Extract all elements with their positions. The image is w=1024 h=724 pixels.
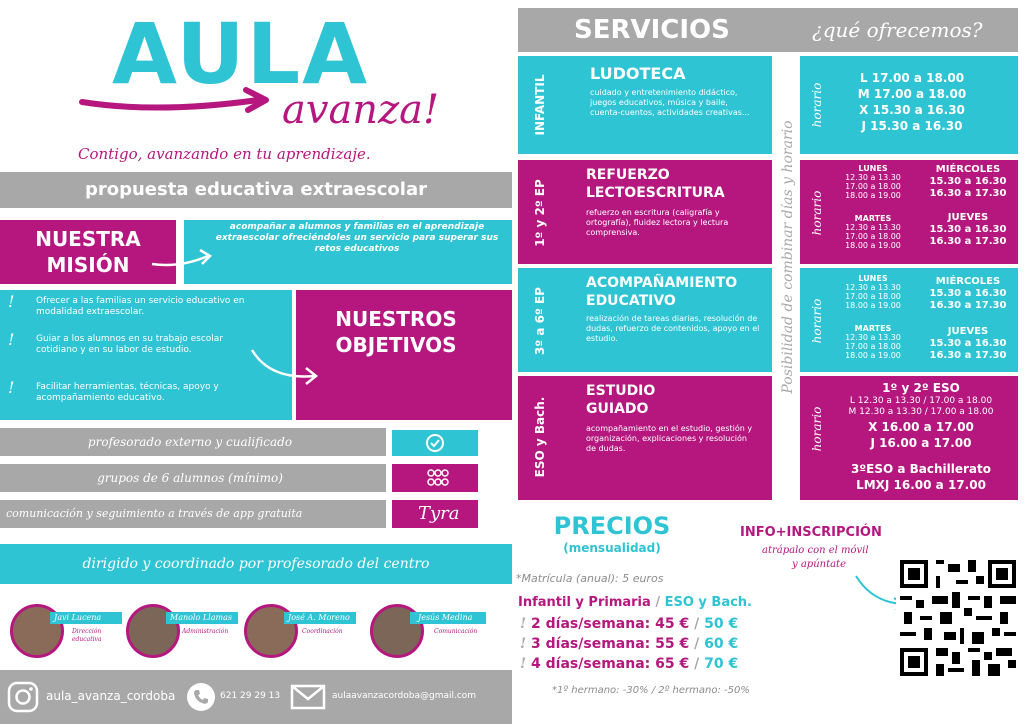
- horario-label-4: horario: [810, 406, 824, 452]
- service-desc-2: refuerzo en escritura (caligrafía y ortografía), fluidez lectora y lectura comprensiva.: [586, 208, 729, 237]
- sched3-martes-slot-3: 18.00 a 19.00: [845, 351, 901, 360]
- sched3-lunes-slot-3: 18.00 a 19.00: [845, 301, 901, 310]
- team-role-2: Administración: [182, 628, 229, 635]
- service-title-4: ESTUDIO GUIADO: [586, 383, 656, 417]
- qr-code-icon[interactable]: [896, 556, 1020, 680]
- logo-aula: AULA: [112, 5, 370, 103]
- mision-title-line-2: MISIÓN: [46, 253, 130, 277]
- dirigido-text: dirigido y coordinado por profesorado del centro: [82, 556, 430, 572]
- precios-title: PRECIOS: [553, 512, 671, 540]
- sched3-miercoles-slot-1: 15.30 a 16.30: [929, 288, 1007, 299]
- sched2-martes-slot-1: 12.30 a 13.30: [845, 223, 901, 232]
- objetivo-text-1: Ofrecer a las familias un servicio educativo en modalidad extraescolar.: [36, 296, 245, 317]
- que-ofrecemos: ¿qué ofrecemos?: [812, 18, 983, 42]
- logo-avanza: avanza!: [282, 87, 440, 133]
- sched4-m: M 12.30 a 13.30 / 17.00 a 18.00: [848, 407, 994, 417]
- tyra-logo: Tyra: [418, 503, 460, 524]
- sched2-lunes-slot-2: 17.00 a 18.00: [845, 182, 901, 191]
- feature-text-2: grupos de 6 alumnos (mínimo): [97, 471, 283, 485]
- sched1-m: M 17.00 a 18.00: [857, 87, 967, 101]
- sched2-miercoles-slot-1: 15.30 a 16.30: [929, 176, 1007, 187]
- price-alt-3: 70 €: [704, 656, 739, 672]
- sched3-jueves-slot-1: 15.30 a 16.30: [929, 338, 1007, 349]
- info-sub-1: atrápalo con el móvil: [762, 545, 869, 556]
- posibilidad-combinar: Posibilidad de combinar días y horario: [780, 120, 796, 394]
- sched2-jueves: JUEVES: [947, 212, 989, 223]
- sched2-jueves-slot-1: 15.30 a 16.30: [929, 224, 1007, 235]
- level-1: INFANTIL: [533, 74, 547, 136]
- sched3-lunes-slot-2: 17.00 a 18.00: [845, 292, 901, 301]
- price-alt-2: 60 €: [704, 636, 739, 652]
- price-row-1: [520, 614, 738, 634]
- servicios-title: SERVICIOS: [574, 15, 730, 45]
- team-member-2: [126, 600, 238, 666]
- level-4: ESO y Bach.: [533, 396, 547, 478]
- arrow-mision-icon: [150, 244, 220, 270]
- service-title-2: REFUERZO LECTOESCRITURA: [586, 167, 725, 201]
- sched3-martes: MARTES: [854, 324, 892, 333]
- price-row-3: [520, 654, 738, 674]
- price-main-2: 3 días/semana: 55 €: [531, 636, 690, 652]
- category-separator: /: [655, 595, 661, 610]
- category-eso: ESO y Bach.: [664, 595, 752, 610]
- team-member-4: [370, 600, 490, 666]
- sched1-j: J 15.30 a 16.30: [861, 119, 963, 133]
- instagram-handle[interactable]: aula_avanza_cordoba: [46, 689, 176, 703]
- sched1-x: X 15.30 a 16.30: [859, 103, 965, 117]
- price-main-1: 2 días/semana: 45 €: [531, 616, 690, 632]
- subtitle: propuesta educativa extraescolar: [84, 179, 427, 200]
- team-member-3: [244, 600, 356, 666]
- group-icon: [424, 466, 452, 490]
- sched2-lunes-slot-3: 18.00 a 19.00: [845, 191, 901, 200]
- sched3-lunes-slot-1: 12.30 a 13.30: [845, 283, 901, 292]
- email-address[interactable]: aulaavanzacordoba@gmail.com: [332, 691, 477, 701]
- team-name-1: Javi Lucena: [54, 613, 102, 622]
- horario-label-1: horario: [810, 82, 824, 128]
- sched2-martes: MARTES: [854, 214, 892, 223]
- sched2-lunes: LUNES: [858, 164, 888, 173]
- sched4-l: L 12.30 a 13.30 / 17.00 a 18.00: [849, 396, 993, 406]
- sched2-lunes-slot-1: 12.30 a 13.30: [845, 173, 901, 182]
- arrow-objetivos-icon: [250, 346, 330, 386]
- sched3-miercoles: MIÉRCOLES: [935, 276, 1001, 287]
- sched4-title: 1º y 2º ESO: [882, 381, 960, 395]
- sched3-jueves: JUEVES: [947, 326, 989, 337]
- objetivo-text-3: Facilitar herramientas, técnicas, apoyo y acompañamiento educativo.: [36, 382, 219, 403]
- mensualidad: (mensualidad): [563, 541, 661, 555]
- sched3-jueves-slot-2: 16.30 a 17.30: [929, 350, 1007, 361]
- feature-text-1: profesorado externo y cualificado: [87, 435, 293, 449]
- price-separator: /: [694, 656, 700, 672]
- team-role-4: Comunicación: [434, 628, 478, 635]
- sched3-martes-slot-2: 17.00 a 18.00: [845, 342, 901, 351]
- feature-text-3: comunicación y seguimiento a través de app gratuita: [6, 507, 303, 520]
- level-3: 3º a 6º EP: [533, 287, 547, 355]
- exclamation-icon: !: [520, 656, 527, 672]
- objetivo-2: [8, 330, 254, 356]
- right-panel: [512, 0, 1024, 724]
- objetivo-text-2: Guiar a los alumnos en su trabajo escolar cotidiano y en su labor de estudio.: [36, 334, 224, 355]
- price-row-2: [520, 634, 738, 654]
- info-title: INFO+INSCRIPCIÓN: [740, 525, 882, 540]
- sched4-bach-title: 3ºESO a Bachillerato: [851, 462, 991, 476]
- mision-title-line-1: NUESTRA: [35, 227, 141, 251]
- price-categories: [518, 594, 752, 612]
- team-section: [0, 594, 512, 668]
- sched3-miercoles-slot-2: 16.30 a 17.30: [929, 300, 1007, 311]
- service-desc-4: acompañamiento en el estudio, gestión y organización, explicaciones y resolución de dudas.: [586, 424, 753, 453]
- phone-number[interactable]: 621 29 29 13: [220, 691, 281, 701]
- service-title-3: ACOMPAÑAMIENTO EDUCATIVO: [586, 275, 738, 309]
- team-member-1: [10, 600, 122, 666]
- sched3-lunes: LUNES: [858, 274, 888, 283]
- sched4-bach: LMXJ 16.00 a 17.00: [856, 478, 986, 492]
- level-2: 1º y 2º EP: [533, 179, 547, 247]
- email-icon[interactable]: [290, 684, 326, 710]
- exclamation-icon: !: [8, 330, 15, 349]
- team-name-4: Jesús Medina: [418, 613, 473, 622]
- sched2-miercoles: MIÉRCOLES: [935, 164, 1001, 175]
- service-desc-3: realización de tareas diarias, resolución de dudas, refuerzo de contenidos, apoyo en el estudio.: [586, 314, 760, 343]
- mision-text: acompañar a alumnos y familias en el aprendizaje extraescolar ofreciéndoles un servicio para superar sus retos educativos: [215, 222, 499, 254]
- exclamation-icon: !: [520, 636, 527, 652]
- price-separator: /: [694, 616, 700, 632]
- tagline: Contigo, avanzando en tu aprendizaje.: [78, 145, 371, 163]
- horario-label-3: horario: [810, 298, 824, 344]
- team-role-1: Dirección educativa: [72, 628, 102, 643]
- sched2-miercoles-slot-2: 16.30 a 17.30: [929, 188, 1007, 199]
- objetivo-3: [8, 378, 278, 404]
- sched4-x: X 16.00 a 17.00: [868, 420, 974, 434]
- badge-icon: [420, 432, 450, 454]
- objetivo-1: [8, 292, 286, 318]
- matricula: *Matrícula (anual): 5 euros: [516, 572, 664, 585]
- exclamation-icon: !: [520, 616, 527, 632]
- sched3-martes-slot-1: 12.30 a 13.30: [845, 333, 901, 342]
- sched4-j: J 16.00 a 17.00: [870, 436, 972, 450]
- sched2-jueves-slot-2: 16.30 a 17.30: [929, 236, 1007, 247]
- objetivos-title-line-2: OBJETIVOS: [335, 333, 457, 357]
- price-alt-1: 50 €: [704, 616, 739, 632]
- category-primaria: Infantil y Primaria: [518, 595, 651, 610]
- objetivos-title-line-1: NUESTROS: [335, 307, 457, 331]
- sched1-l: L 17.00 a 18.00: [859, 71, 965, 85]
- service-title-1: LUDOTECA: [590, 64, 686, 83]
- team-name-2: Manolo Llamas: [170, 613, 232, 622]
- price-separator: /: [694, 636, 700, 652]
- phone-icon[interactable]: [186, 682, 216, 712]
- team-name-3: José A. Moreno: [288, 613, 350, 622]
- price-main-3: 4 días/semana: 65 €: [531, 656, 690, 672]
- descuento: *1º hermano: -30% / 2º hermano: -50%: [552, 685, 750, 696]
- team-role-3: Coordinación: [302, 628, 343, 635]
- service-desc-1: cuidado y entretenimiento didáctico, juegos educativos, música y baile, cuenta-cuentos, actividades creativas...: [590, 88, 750, 117]
- horario-label-2: horario: [810, 190, 824, 236]
- exclamation-icon: !: [8, 292, 15, 311]
- logo-swoosh-icon: [78, 78, 278, 118]
- sched2-martes-slot-3: 18.00 a 19.00: [845, 241, 901, 250]
- instagram-icon[interactable]: [6, 680, 40, 714]
- sched2-martes-slot-2: 17.00 a 18.00: [845, 232, 901, 241]
- info-sub-2: y apúntate: [792, 559, 846, 570]
- exclamation-icon: !: [8, 378, 15, 397]
